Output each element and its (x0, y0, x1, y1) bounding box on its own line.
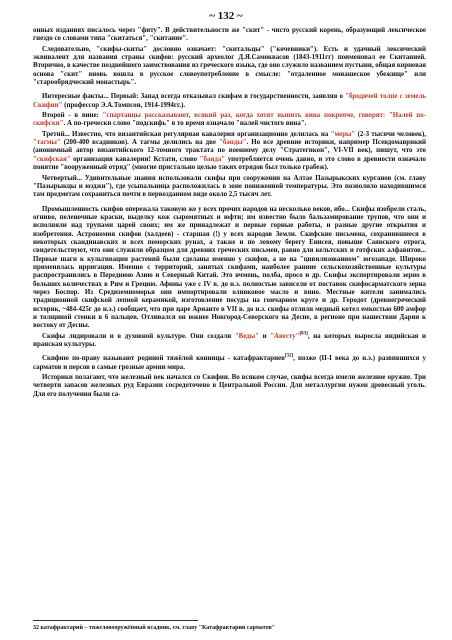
paragraph-text: Второй - в вине: (42, 112, 103, 120)
paragraph-heavy-cavalry (33, 355, 426, 372)
paragraph-iron-age (33, 374, 426, 399)
paragraph-text: Третий... Известно, что византийская регулярная кавалерия организационно делилась на (42, 130, 331, 138)
footnote: 32 катафрактарий – тяжеловооружённый всадник, см. главу "Катафрактарии сарматов" (33, 625, 276, 631)
footnote-ref[interactable]: [32] (284, 354, 294, 360)
paragraph-text: . А по-гречески слово "подскифь" в то время означало "налей чистого вина". (63, 120, 307, 128)
paragraph-text: Скифию по-праву называют родиной тяжёлой конницы - катафрактариев (42, 355, 285, 363)
highlight-term: "тагмы" (33, 139, 61, 147)
paragraph-text: употребляется очень давно, и это слово в древности означало понятие "вооруженный отряд" (многие пристально целью таких отрядов был только грабеж). (33, 155, 426, 172)
paragraph-text: Скифы лидировали и в духовной культуре. Они создали (42, 332, 235, 340)
page-body (33, 27, 426, 401)
paragraph-fact-fourth (33, 175, 426, 200)
highlight-term: "банды" (219, 139, 247, 147)
paragraph-text: , на которых выросла индийская и иранская культуры. (33, 332, 426, 349)
paragraph-text: (200-400 всадников). А тагмы делились на две (60, 139, 220, 147)
paragraph-text: . Но все древние историки, например Псевдомаврикий (анонимный автор византийского 12-томного трактата по военному делу "Стратегикон", VI-VII век), пишут, что это (33, 139, 426, 155)
highlight-quote: "спартанцы рассказывают, всякий раз, когда хотят выпить вина покрепче, говорят: "Налей по-скифски" (33, 112, 426, 128)
paragraph-text: организация кавалерии! Кстати, слово (70, 155, 200, 163)
paragraph-fact-third (33, 131, 426, 173)
paragraph-skitaltsy (33, 46, 426, 88)
highlight-quote: "бродячей толпе с земель Скифии" (33, 93, 426, 109)
paragraph-text: Следовательно, "скифы-скиты" дословно означает: "скитальцы" ("кочевники"). Есть и удачный лексический эквивалент для названия страны скифов: русский археолог Д.Я.Самоквасов (1843-1911гг) поименовал ее Скитанией. Вторично, в качестве позднейшего заимствования из греческого языка, где оно служило названием пустыни, общая корневая основа "скит" вновь вошла в русское словоупотребление в смысле: "отдаленное монашеское убежище" или "старообрядческий монастырь". (33, 45, 426, 87)
paragraph-spiritual-culture (33, 333, 426, 350)
highlight-term: "скифская" (33, 155, 71, 163)
highlight-term: "Веды" (234, 332, 259, 340)
page-number: ~ 132 ~ (209, 10, 243, 22)
paragraph-text: , позже (II-I века до н.э.) развившихся у сарматов и персов в самые грозные армии мира. (33, 355, 426, 371)
footnote-divider (33, 620, 198, 621)
highlight-term: "банда" (199, 155, 226, 163)
highlight-term: "Авесту" (270, 332, 300, 340)
paragraph-text: Историки полагают, что железный век начался со Скифии. Во всяком случае, скифы всегда имели железное оружие. Три четверти запасов железных руд Евразии сосредоточено в Центральной России. Для металлургии нужен древесный уголь. Для его получения были са- (33, 374, 426, 398)
highlight-term: "меры" (330, 130, 356, 138)
paragraph-industry (33, 206, 426, 331)
paragraph-text: (2-3 тысячи человек), (355, 130, 426, 138)
footnote-ref[interactable]: [83] (299, 331, 308, 337)
paragraph-fact-second (33, 112, 426, 129)
paragraph-text: (профессор Э.А.Томпсон, 1914-1994гг.). (62, 101, 186, 109)
paragraph-text: Промышленность скифов опережала таковую же у всех прочих народов на несколько веков, ибо... Скифы изобрели сталь, огниво, пеленочные краски, выделку кож сыромятных и юфти; им известно было бальзамирование трупов, что они и исполняли над трупами царей своих; им же принадлежат и первые горные работы, и разные другие открытия и изобретения. Астрономия скифов (халдеев) - старшая (!) у всех народов Земли. Скифские письмена, сохранившиеся в некоторых скандинавских и всех поморских рунах, а также и по левому берегу Енисея, повыше Саянского отрога, свидетельствуют, что они служили образцом для древних греческих письмен, равно для кельтских и готфских алфавитов... Первые шаги к культивации растений были сделаны именно у скифов, а не на "цивилизованном" югозападе. Широко применялась ирригация. Именно с территорий, занятых скифами, наиболее ранние сельскохозяйственные культуры распространились в Переднюю Азию и Северный Китай. Это ячмень, полба, просо и др. Скифы экспортировали зерно в больших количествах в Рим и Грецию. Афины уже с IV в. до н.э. полностью зависели от поставок скифосарматского зерна через Боспор. Из Средиземноморья они импортировали оливковое масло и вино. Местные жители занимались традиционной скифской лепной керамикой, изготовление посуды на гончарном круге и др. Геродот (древнегреческий историк, ~484-425г до н.э.) сообщает, что при царе Арианте в VII в. до н.э. скифы отлили медный котел емкостью 600 амфор и толщиной стенки в 6 пальцев. Отливался он южнее Новгород-Северского на Десне, в регионе при нашествии Дария к востоку от Десны. (33, 205, 426, 330)
paragraph-fact-first (33, 93, 426, 110)
paragraph-scyth-root (33, 27, 426, 44)
paragraph-text: онных изданиях писалось через "фиту". В действительности же "скит" - чисто русский корень, образующий лексическое гнездо со словами типа "скитаться", "скитание". (33, 27, 426, 43)
paragraph-text: и (258, 332, 271, 340)
paragraph-text: Четвертый... Удивительные знания использовали скифы при сооружении на Алтае Пазырыкских курганов (см. главу "Пазырыкцы и юэджи"), где усыпальница расположилась в зоне пониженной температуры. Это позволило находившимся там предметам сохраниться почти в первозданном виде около 2,5 тысяч лет. (33, 174, 426, 199)
paragraph-text: Интересные факты... Первый: Запад всегда отказывал скифам в государственности, заявляя о (42, 93, 346, 101)
